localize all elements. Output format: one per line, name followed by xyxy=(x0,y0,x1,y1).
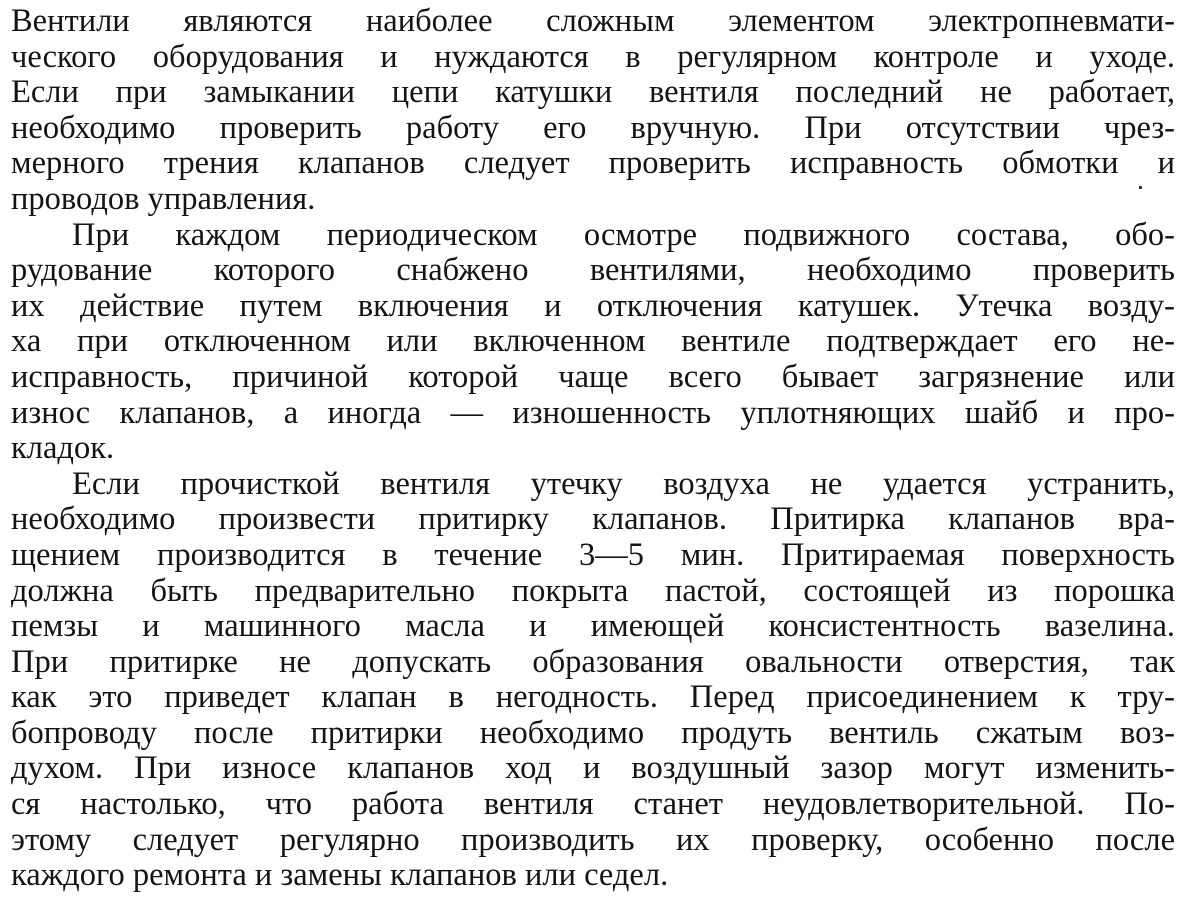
text-line: рудование которого снабжено вентилями, необходимо проверить xyxy=(11,253,1175,289)
text-line: щением производится в течение 3—5 мин. Притираемая поверхность xyxy=(11,537,1175,573)
text-line: ся настолько, что работа вентиля станет неудовлетворительной. По- xyxy=(11,787,1175,823)
text-line: духом. При износе клапанов ход и воздушный зазор могут изменить- xyxy=(11,751,1175,787)
text-line: пемзы и машинного масла и имеющей консистентность вазелина. xyxy=(11,609,1175,645)
text-line: износ клапанов, а иногда — изношенность уплотняющих шайб и про- xyxy=(11,395,1175,431)
text-line: как это приведет клапан в негодность. Перед присоединением к тру- xyxy=(11,680,1175,716)
text-line: Вентили являются наиболее сложным элементом электропневмати- xyxy=(11,4,1175,39)
text-line: мерного трения клапанов следует проверить исправность обмотки и xyxy=(11,146,1175,182)
text-line: кладок. xyxy=(11,431,115,467)
text-line: ческого оборудования и нуждаются в регулярном контроле и уходе. xyxy=(11,39,1175,75)
text-line: исправность, причиной которой чаще всего бывает загрязнение или xyxy=(11,359,1175,395)
text-line: этому следует регулярно производить их проверку, особенно после xyxy=(11,822,1175,858)
text-line: их действие путем включения и отключения катушек. Утечка возду- xyxy=(11,288,1175,324)
text-line: необходимо произвести притирку клапанов. Притирка клапанов вра- xyxy=(11,502,1175,538)
text-line: ха при отключенном или включенном вентиле подтверждает его не- xyxy=(11,324,1175,360)
paragraph-3 xyxy=(11,467,1175,894)
text-line: Если прочисткой вентиля утечку воздуха не удается устранить, xyxy=(72,466,1175,502)
text-line: проводов управления. xyxy=(11,181,316,217)
text-line: Если при замыкании цепи катушки вентиля последний не работает, xyxy=(11,75,1175,111)
text-line: При притирке не допускать образования овальности отверстия, так xyxy=(11,644,1175,680)
print-speck xyxy=(1139,186,1142,189)
text-line: необходимо проверить работу его вручную. При отсутствии чрез- xyxy=(11,110,1175,146)
text-line: каждого ремонта и замены клапанов или седел. xyxy=(11,858,669,894)
text-line: При каждом периодическом осмотре подвижного состава, обо- xyxy=(72,217,1175,253)
paragraph-2 xyxy=(11,218,1175,467)
paragraph-1 xyxy=(11,4,1175,218)
text-line: должна быть предварительно покрыта пастой, состоящей из порошка xyxy=(11,573,1175,609)
text-line: бопроводу после притирки необходимо продуть вентиль сжатым воз- xyxy=(11,715,1175,751)
